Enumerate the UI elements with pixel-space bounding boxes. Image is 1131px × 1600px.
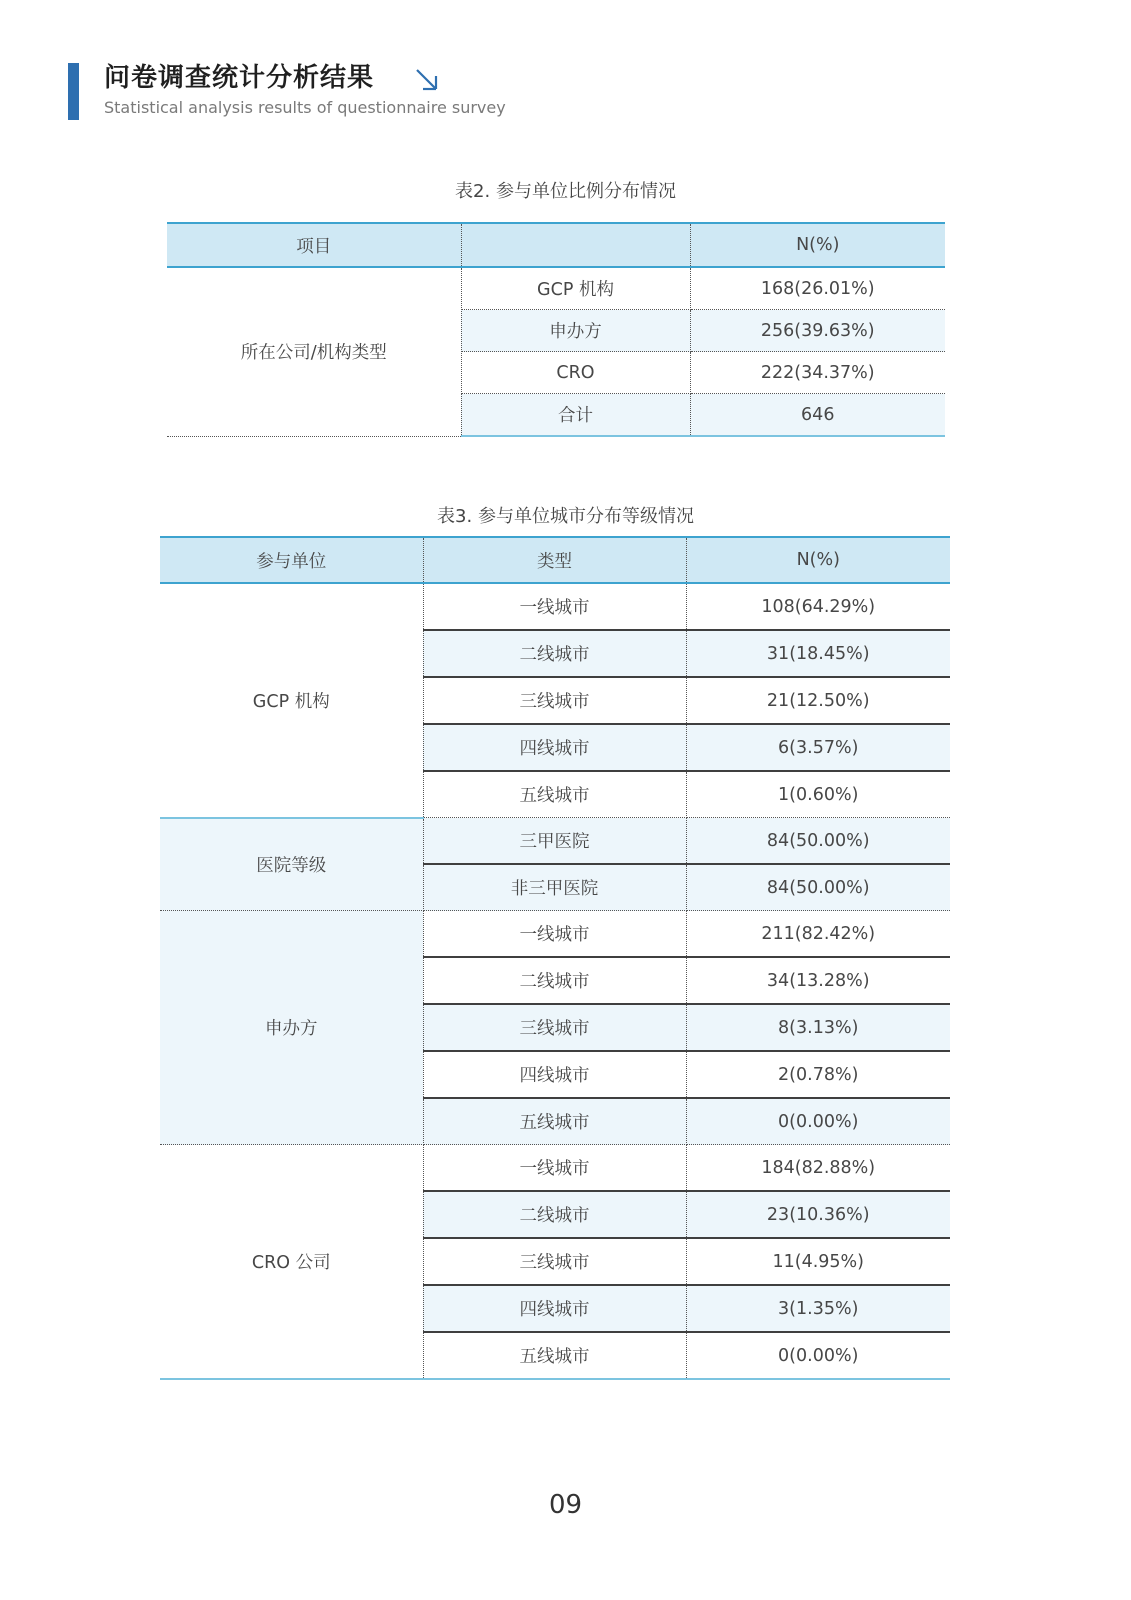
table2-value: 256(39.63%) [690, 310, 945, 352]
table2 [167, 222, 945, 437]
page-subtitle: Statistical analysis results of questionnaire survey [104, 98, 506, 117]
table3-type: 二线城市 [423, 1191, 686, 1238]
table-row [160, 818, 950, 865]
table-row [160, 583, 950, 630]
table3-group-label: CRO 公司 [160, 1145, 423, 1380]
table2-category: GCP 机构 [461, 267, 690, 310]
table2-value: 222(34.37%) [690, 352, 945, 394]
table2-group-label: 所在公司/机构类型 [167, 267, 461, 436]
table3-type: 三线城市 [423, 677, 686, 724]
table2-category: CRO [461, 352, 690, 394]
table2-header-item: 项目 [167, 223, 461, 267]
table2-header-blank [461, 223, 690, 267]
table3-value: 211(82.42%) [686, 911, 950, 958]
table3-header-n: N(%) [686, 537, 950, 583]
table3-header-row [160, 537, 950, 583]
table3-value: 1(0.60%) [686, 771, 950, 818]
table-row [160, 911, 950, 958]
table3-value: 0(0.00%) [686, 1332, 950, 1379]
table3-caption: 表3. 参与单位城市分布等级情况 [437, 506, 694, 527]
table3-type: 一线城市 [423, 1145, 686, 1192]
table2-value: 646 [690, 394, 945, 437]
table3-value: 0(0.00%) [686, 1098, 950, 1145]
table3-type: 三甲医院 [423, 818, 686, 865]
table3-type: 四线城市 [423, 1285, 686, 1332]
table-row [167, 267, 945, 310]
table3-type: 五线城市 [423, 1332, 686, 1379]
table3-group-label: 医院等级 [160, 818, 423, 911]
table3-value: 34(13.28%) [686, 957, 950, 1004]
table3 [160, 536, 950, 1380]
table3-type: 二线城市 [423, 630, 686, 677]
table3-value: 11(4.95%) [686, 1238, 950, 1285]
table3-type: 三线城市 [423, 1004, 686, 1051]
arrow-down-right-icon [414, 67, 440, 93]
page-number: 09 [548, 1490, 583, 1520]
table3-type: 四线城市 [423, 724, 686, 771]
table3-group-label: 申办方 [160, 911, 423, 1145]
table2-category: 合计 [461, 394, 690, 437]
table3-value: 3(1.35%) [686, 1285, 950, 1332]
header-accent-bar [68, 63, 79, 120]
table2-value: 168(26.01%) [690, 267, 945, 310]
table3-value: 2(0.78%) [686, 1051, 950, 1098]
table3-type: 二线城市 [423, 957, 686, 1004]
table3-header-type: 类型 [423, 537, 686, 583]
table3-type: 四线城市 [423, 1051, 686, 1098]
table3-value: 8(3.13%) [686, 1004, 950, 1051]
table3-value: 84(50.00%) [686, 864, 950, 911]
table-row [160, 1145, 950, 1192]
table3-type: 五线城市 [423, 771, 686, 818]
table3-type: 非三甲医院 [423, 864, 686, 911]
table3-type: 一线城市 [423, 583, 686, 630]
table2-header-n: N(%) [690, 223, 945, 267]
table3-value: 31(18.45%) [686, 630, 950, 677]
table3-value: 23(10.36%) [686, 1191, 950, 1238]
table3-type: 一线城市 [423, 911, 686, 958]
table2-caption: 表2. 参与单位比例分布情况 [455, 181, 676, 202]
table2-header-row [167, 223, 945, 267]
table3-value: 84(50.00%) [686, 818, 950, 865]
table2-category: 申办方 [461, 310, 690, 352]
table3-type: 五线城市 [423, 1098, 686, 1145]
table3-type: 三线城市 [423, 1238, 686, 1285]
table3-group-label: GCP 机构 [160, 583, 423, 818]
table3-value: 6(3.57%) [686, 724, 950, 771]
page-title: 问卷调查统计分析结果 [104, 63, 375, 93]
table3-value: 184(82.88%) [686, 1145, 950, 1192]
table3-value: 21(12.50%) [686, 677, 950, 724]
table3-value: 108(64.29%) [686, 583, 950, 630]
table3-header-unit: 参与单位 [160, 537, 423, 583]
